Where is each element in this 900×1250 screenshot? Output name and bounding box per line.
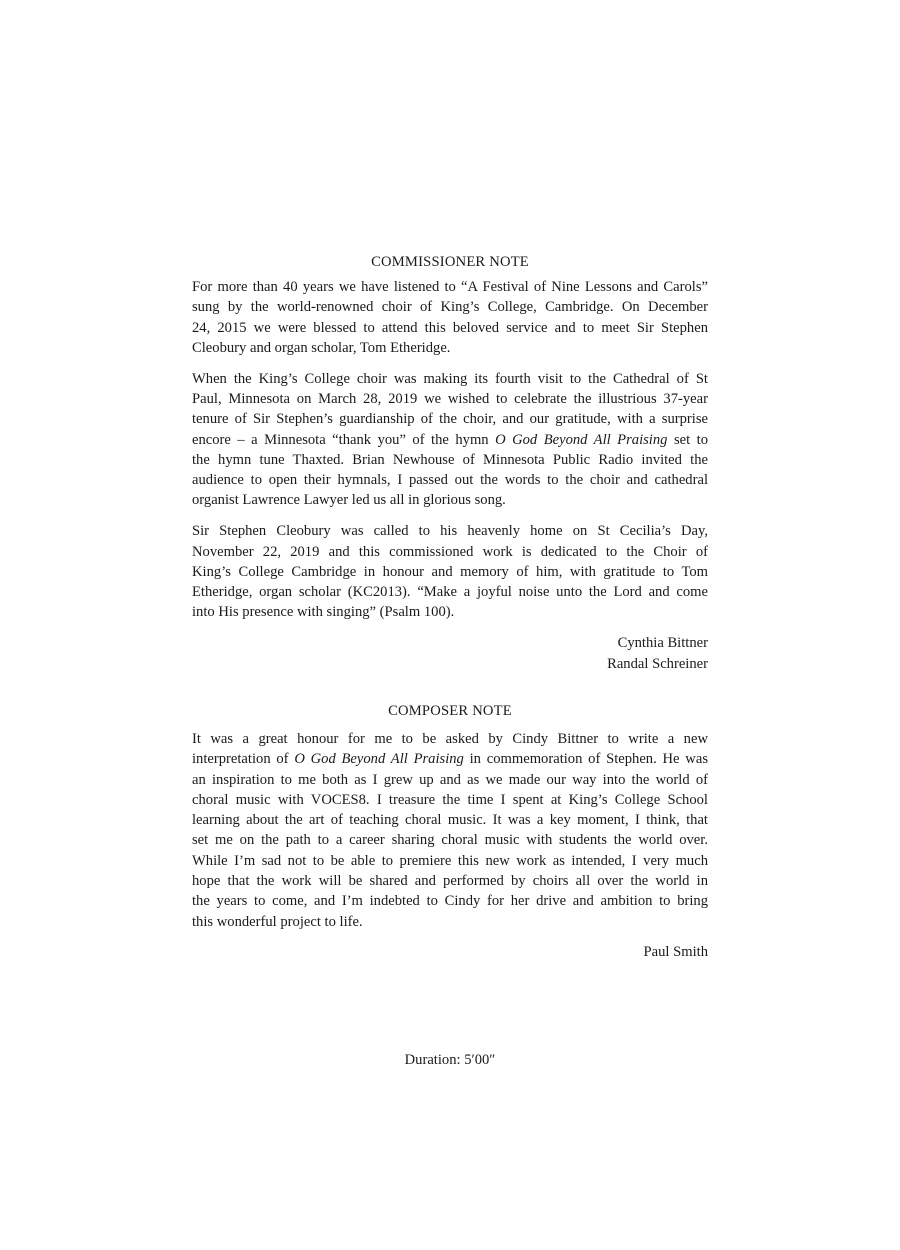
text-line: audience to open their hymnals, I passed out the words to the choir and cathedral <box>192 472 708 489</box>
paragraph <box>192 277 708 358</box>
composer-body <box>192 729 708 932</box>
text-line: tenure of Sir Stephen’s guardianship of the choir, and our gratitude, with a surprise <box>192 411 708 428</box>
composer-signatures <box>192 942 708 962</box>
text-line: this wonderful project to life. <box>192 913 363 930</box>
text-line: the years to come, and I’m indebted to Cindy for her drive and ambition to bring <box>192 893 708 910</box>
text-line: Sir Stephen Cleobury was called to his heavenly home on St Cecilia’s Day, <box>192 523 708 540</box>
commissioner-signatures <box>192 633 708 674</box>
commissioner-body <box>192 277 708 623</box>
paragraph <box>192 521 708 622</box>
text-line: an inspiration to me both as I grew up and as we made our way into the world of <box>192 771 708 788</box>
composer-note-title: COMPOSER NOTE <box>388 703 512 719</box>
text-line: the hymn tune Thaxted. Brian Newhouse of Minnesota Public Radio invited the <box>192 451 708 468</box>
text-line: While I’m sad not to be able to premiere this new work as intended, I very much <box>192 852 708 869</box>
text-segment: set to <box>667 431 708 448</box>
text-line: hope that the work will be shared and performed by choirs all over the world in <box>192 873 708 890</box>
composer-note <box>192 701 708 963</box>
commissioner-note-title: COMMISSIONER NOTE <box>371 254 529 270</box>
text-line: King’s College Cambridge in honour and memory of him, with gratitude to Tom <box>192 563 708 580</box>
paragraph <box>192 369 708 511</box>
text-line: into His presence with singing” (Psalm 100). <box>192 604 455 621</box>
signature-randal-schreiner: Randal Schreiner <box>607 655 708 672</box>
text-line: choral music with VOCES8. I treasure the time I spent at King’s College School <box>192 791 708 808</box>
commissioner-note <box>192 252 708 674</box>
text-segment: encore – a Minnesota “thank you” of the hymn <box>192 431 496 448</box>
text-line: 24, 2015 we were blessed to attend this beloved service and to meet Sir Stephen <box>192 319 708 336</box>
paragraph <box>192 729 708 932</box>
hymn-title: O God Beyond All Praising <box>495 431 668 448</box>
signature-cynthia-bittner: Cynthia Bittner <box>617 635 708 652</box>
text-line <box>192 430 708 450</box>
text-line: November 22, 2019 and this commissioned work is dedicated to the Choir of <box>192 543 708 560</box>
text-line: When the King’s College choir was making its fourth visit to the Cathedral of St <box>192 370 708 387</box>
text-line: Paul, Minnesota on March 28, 2019 we wished to celebrate the illustrious 37-year <box>192 390 708 407</box>
text-line: Etheridge, organ scholar (KC2013). “Make a joyful noise unto the Lord and come <box>192 584 708 601</box>
text-line: learning about the art of teaching choral music. It was a key moment, I think, that <box>192 812 708 829</box>
text-line: organist Lawrence Lawyer led us all in glorious song. <box>192 492 506 509</box>
text-line <box>192 749 708 769</box>
text-segment: interpretation of <box>192 751 295 768</box>
text-line: For more than 40 years we have listened to “A Festival of Nine Lessons and Carols” <box>192 279 708 295</box>
text-line: It was a great honour for me to be asked by Cindy Bittner to write a new <box>192 731 708 747</box>
text-line: Cleobury and organ scholar, Tom Etheridge. <box>192 339 451 356</box>
duration: Duration: 5′00″ <box>404 1052 496 1068</box>
signature-paul-smith: Paul Smith <box>643 944 708 961</box>
text-line: set me on the path to a career sharing choral music with students the world over. <box>192 832 708 849</box>
hymn-title: O God Beyond All Praising <box>294 751 464 768</box>
text-segment: in commemoration of Stephen. He was <box>463 751 708 768</box>
text-line: sung by the world-renowned choir of King’s College, Cambridge. On December <box>192 299 708 316</box>
